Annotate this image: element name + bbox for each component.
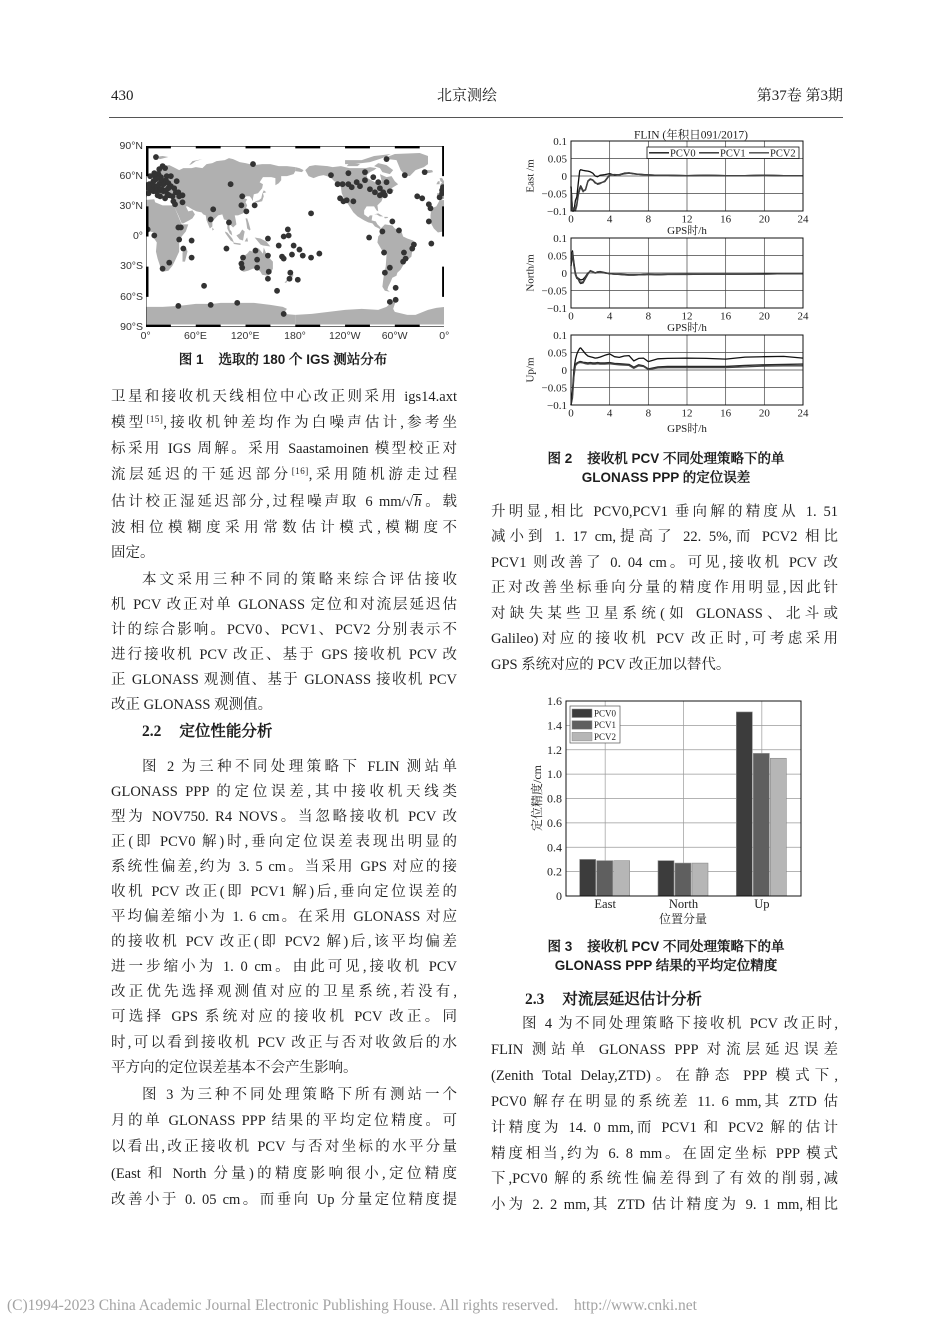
- figure-3-caption-text: 接收机 PCV 不同处理策略下的单: [587, 939, 785, 954]
- y-tick-label: 0.2: [547, 864, 562, 879]
- figure-1-caption-text: 选取的 180 个 IGS 测站分布: [218, 352, 388, 367]
- text-line: 标采用 IGS 周解。采用 Saastamoinen 模型校正对: [111, 441, 457, 458]
- station-marker: [168, 173, 174, 179]
- station-marker: [153, 154, 159, 160]
- fig3-plot-area: [547, 694, 801, 911]
- station-marker: [179, 199, 185, 205]
- lat-label-90s: 90°S: [120, 320, 143, 333]
- station-marker: [296, 246, 302, 252]
- y-tick-label: −0.1: [547, 205, 567, 218]
- legend-label-pcv0: PCV0: [670, 148, 696, 160]
- station-marker: [266, 268, 272, 274]
- station-marker: [372, 189, 378, 195]
- station-marker: [285, 226, 291, 232]
- text-line: 系统性偏差,约为 3. 5 cm。当采用 GPS 对应的接: [111, 858, 457, 875]
- x-tick-label: 12: [681, 407, 693, 420]
- station-marker: [157, 193, 163, 199]
- text-line: 平均偏差缩小为 1. 6 cm。在采用 GLONASS 对应: [111, 909, 457, 926]
- header-rule: [109, 117, 843, 118]
- x-tick-label: 0: [568, 310, 574, 323]
- station-marker: [295, 277, 301, 283]
- station-marker: [421, 169, 427, 175]
- paragraph-figure-2-discussion: [111, 755, 457, 1081]
- station-marker: [165, 185, 171, 191]
- text-line: 机 PCV 改正对单 GLONASS 定位和对流层延迟估: [111, 596, 457, 613]
- station-marker: [179, 192, 185, 198]
- x-tick-label: 24: [797, 407, 809, 420]
- text-line: 正 GLONASS 观测值、基于 GLONASS 接收机 PCV: [111, 671, 457, 688]
- station-marker: [428, 240, 434, 246]
- fig2-subplot-east: [542, 136, 809, 226]
- fig2-north-xlabel: GPS时/h: [667, 322, 707, 334]
- y-tick-label: 1.0: [547, 767, 562, 782]
- legend-label-pcv2: PCV2: [770, 148, 796, 160]
- fig2-subplots: [542, 136, 809, 420]
- sqrt-radicand: h: [414, 493, 422, 510]
- station-marker: [226, 219, 232, 225]
- station-marker: [290, 242, 296, 248]
- text-line: PCV1 则改善了 0. 04 cm。可见,接收机 PCV 改: [491, 554, 838, 571]
- station-marker: [370, 174, 376, 180]
- bar-east-pcv1: [597, 861, 613, 896]
- station-marker: [357, 183, 363, 189]
- station-marker: [265, 235, 271, 241]
- section-title: 定位性能分析: [179, 723, 273, 740]
- x-category-label: East: [594, 897, 616, 911]
- station-marker: [411, 241, 417, 247]
- lon-label-120e: 120°E: [230, 330, 260, 342]
- station-marker: [289, 251, 295, 257]
- station-marker: [334, 181, 340, 187]
- copyright-text: (C)1994-2023 China Academic Journal Electronic Publishing House. All rights reserved.: [7, 1297, 559, 1314]
- paragraph-figure-3-discussion: [111, 1082, 457, 1213]
- station-marker: [252, 247, 258, 253]
- station-marker: [166, 259, 172, 265]
- station-marker: [344, 197, 350, 203]
- text-line: (Zenith Total Delay,ZTD)。在静态 PPP 模式下,: [491, 1067, 838, 1084]
- y-tick-label: 0.8: [547, 791, 562, 806]
- station-marker: [175, 303, 181, 309]
- paragraph-tropospheric-delay: [491, 1012, 838, 1219]
- lon-label-0: 0°: [140, 330, 151, 342]
- x-tick-label: 24: [797, 310, 809, 323]
- x-tick-label: 16: [720, 310, 732, 323]
- station-marker: [151, 232, 157, 238]
- station-marker: [345, 170, 351, 176]
- copyright-footer: [7, 1296, 697, 1316]
- bar-up-pcv0: [736, 712, 752, 896]
- y-tick-label: 0.4: [547, 840, 562, 855]
- station-marker: [207, 216, 213, 222]
- text-line: 精度相当,约为 6. 8 mm。在固定坐标 PPP 模式: [491, 1145, 838, 1162]
- y-tick-label: 0.05: [547, 153, 567, 166]
- citation-ref-15[interactable]: [15]: [146, 413, 164, 424]
- text-line: 改正优先选择观测值对应的卫星系统,若没有,: [111, 984, 457, 1001]
- text-line: Galileo)对应的接收机 PCV 改正时,可考虑采用: [491, 631, 838, 647]
- fig2-title: FLIN (年积日091/2017): [633, 129, 749, 142]
- bar-north-pcv0: [658, 861, 674, 896]
- station-marker: [243, 208, 249, 214]
- station-marker: [250, 161, 256, 167]
- fig2-legend: [647, 147, 799, 160]
- station-marker: [328, 172, 334, 178]
- paragraph-antenna-model: [111, 385, 457, 567]
- text-line: 减小到 1. 17 cm,提高了 22. 5%,而 PCV2 相比: [491, 529, 838, 545]
- station-marker: [188, 237, 194, 243]
- x-tick-label: 0: [568, 213, 574, 226]
- legend-swatch-pcv1: [572, 721, 592, 730]
- station-marker: [366, 234, 372, 240]
- lat-label-90n: 90°N: [119, 139, 143, 152]
- station-marker: [286, 276, 292, 282]
- station-marker: [308, 254, 314, 260]
- station-marker: [387, 188, 393, 194]
- station-marker: [227, 181, 233, 187]
- text-line: 图 2 为三种不同处理策略下 FLIN 测站单: [142, 758, 457, 775]
- figure-3-label: 图 3: [547, 939, 573, 954]
- station-marker: [280, 311, 286, 317]
- legend-label-pcv2: PCV2: [594, 731, 617, 742]
- legend-label-pcv1: PCV1: [720, 148, 746, 160]
- y-tick-label: 1.2: [547, 742, 562, 757]
- x-tick-label: 4: [606, 213, 613, 226]
- section-heading-2-3: [525, 987, 702, 1013]
- y-tick-label: 0.1: [553, 329, 567, 342]
- paragraph-strategies: [111, 568, 457, 718]
- x-tick-label: 4: [606, 310, 613, 323]
- text-segment: ,接收机钟差均作为白噪声估计,参考坐: [163, 414, 458, 431]
- station-marker: [387, 264, 393, 270]
- y-tick-label: 0: [561, 170, 567, 183]
- text-line: 计精度为 14. 0 mm,而 PCV1 和 PCV2 解的估计: [491, 1119, 838, 1136]
- station-marker: [350, 198, 356, 204]
- lon-label-60w: 60°W: [381, 330, 408, 342]
- text-line: 下,PCV0 解的系统性偏差得到了有效的削弱,减: [491, 1171, 838, 1188]
- station-marker: [280, 255, 286, 261]
- station-marker: [234, 300, 240, 306]
- x-tick-label: 20: [758, 310, 770, 323]
- station-marker: [367, 186, 373, 192]
- bar-east-pcv2: [614, 861, 630, 896]
- x-tick-label: 16: [720, 213, 732, 226]
- figure-3-caption: [516, 937, 816, 975]
- x-tick-label: 8: [645, 310, 652, 323]
- y-tick-label: 0.05: [547, 347, 567, 360]
- text-line: 图 4 为不同处理策略下接收机 PCV 改正时,: [522, 1016, 838, 1032]
- station-marker: [159, 265, 165, 271]
- station-marker: [383, 156, 389, 162]
- station-marker: [156, 166, 162, 172]
- station-marker: [251, 202, 257, 208]
- x-tick-label: 20: [758, 213, 770, 226]
- text-line: 改正 GLONASS 观测值。: [111, 696, 273, 713]
- station-marker: [339, 181, 345, 187]
- station-marker: [201, 283, 207, 289]
- figure-3-caption-line-1: [516, 937, 816, 956]
- text-line: 进一步缩小为 1. 0 cm。由此可见,接收机 PCV: [111, 959, 457, 976]
- text-line: 型为 NOV750. R4 NOVS。当忽略接收机 PCV 改: [111, 808, 457, 825]
- station-marker: [210, 206, 216, 212]
- y-tick-label: 0: [561, 364, 567, 377]
- issue-info: 第37卷 第3期: [756, 88, 843, 104]
- station-marker: [173, 178, 179, 184]
- bar-up-pcv1: [753, 753, 769, 896]
- lat-label-30s: 30°S: [120, 260, 143, 273]
- text-line: [111, 411, 457, 438]
- figure-3-accuracy-bar-chart: [520, 690, 820, 930]
- x-tick-label: 8: [645, 407, 652, 420]
- station-marker: [362, 177, 368, 183]
- fig3-ylabel: 定位精度/cm: [529, 765, 544, 831]
- lon-label-0-east-edge: 0°: [439, 330, 450, 342]
- y-tick-label: −0.1: [547, 399, 567, 412]
- bar-east-pcv0: [580, 859, 596, 896]
- station-marker: [396, 227, 402, 233]
- station-marker: [392, 297, 398, 303]
- text-line: 升明显,相比 PCV0,PCV1 垂向解的精度从 1. 51: [491, 503, 838, 520]
- legend-label-pcv1: PCV1: [594, 720, 617, 731]
- fig2-east-xlabel: GPS时/h: [667, 225, 707, 237]
- station-marker: [285, 232, 291, 238]
- station-marker: [265, 252, 271, 258]
- station-marker: [162, 165, 168, 171]
- section-heading-2-2: [142, 719, 272, 745]
- cnki-url[interactable]: http://www.cnki.net: [573, 1297, 697, 1314]
- fig2-up-ylabel: Up/m: [524, 357, 537, 383]
- fig3-legend: [570, 706, 620, 743]
- text-line: 计的综合影响。PCV0、PCV1、PCV2 分别表示不: [111, 621, 457, 638]
- citation-ref-16[interactable]: [16]: [291, 466, 309, 477]
- station-marker: [401, 249, 407, 255]
- text-line: 平方向的定位误差基本不会产生影响。: [111, 1059, 358, 1076]
- station-marker: [188, 254, 194, 260]
- y-tick-label: 1.6: [547, 694, 562, 708]
- x-tick-label: 4: [606, 407, 613, 420]
- station-marker: [176, 236, 182, 242]
- text-segment: 。载: [422, 493, 457, 510]
- x-tick-label: 0: [568, 407, 574, 420]
- text-line: 收机 PCV 改正(即 PCV1 解)后,垂向定位误差的: [111, 883, 457, 900]
- bar-up-pcv2: [770, 758, 786, 896]
- fig2-subplot-north: [542, 233, 809, 323]
- bar-north-pcv1: [675, 863, 691, 896]
- text-line: 本文采用三种不同的策略来综合评估接收: [142, 571, 457, 588]
- station-marker: [280, 233, 286, 239]
- text-line: 正(即 PCV0 解)时,垂向定位误差表现出明显的: [111, 833, 457, 850]
- lon-label-180: 180°: [284, 330, 306, 342]
- figure-2-caption-text: 接收机 PCV 不同处理策略下的单: [587, 450, 785, 466]
- station-marker: [402, 172, 408, 178]
- lat-label-60s: 60°S: [120, 290, 143, 303]
- y-tick-label: 0.1: [553, 135, 567, 148]
- text-line: (East 和 North 分量)的精度影响很小,定位精度: [111, 1165, 457, 1182]
- station-marker: [275, 242, 281, 248]
- station-marker: [436, 194, 442, 200]
- y-tick-label: −0.05: [541, 285, 567, 298]
- station-marker: [392, 285, 398, 291]
- station-marker: [383, 179, 389, 185]
- lat-label-60n: 60°N: [119, 169, 143, 182]
- bar-north-pcv2: [692, 863, 708, 896]
- x-tick-label: 24: [797, 213, 809, 226]
- station-marker: [300, 252, 306, 258]
- station-marker: [316, 250, 322, 256]
- text-line: [111, 463, 457, 490]
- figure-2-caption-line-2: GLONASS PPP 的定位误差: [581, 469, 751, 485]
- text-line: 可选择 GPS 系统对应的接收机 PCV 改正。同: [111, 1009, 457, 1026]
- text-line: 月的单 GLONASS PPP 结果的平均定位精度。可: [111, 1113, 457, 1130]
- station-marker: [180, 245, 186, 251]
- fig2-east-ylabel: East /m: [524, 159, 537, 193]
- station-marker: [426, 218, 432, 224]
- station-marker: [175, 224, 181, 230]
- fig3-xlabel: 位置分量: [658, 912, 708, 926]
- figure-1-label: 图 1: [178, 352, 204, 367]
- x-category-label: Up: [754, 897, 770, 911]
- text-line: 时,可以看到接收机 PCV 改正与否对收敛后的水: [111, 1034, 457, 1051]
- station-marker: [382, 192, 388, 198]
- world-map: [146, 146, 445, 327]
- station-marker: [308, 210, 314, 216]
- figure-2-position-error-plot: [515, 122, 820, 437]
- lon-label-120w: 120°W: [328, 330, 361, 342]
- station-marker: [414, 193, 420, 199]
- text-line: 进行接收机 PCV 改正、基于 GPS 接收机 PCV 改: [111, 646, 457, 663]
- station-marker: [348, 184, 354, 190]
- station-marker: [254, 256, 260, 262]
- text-line: 改善小于 0. 05 cm。而垂向 Up 分量定位精度提: [111, 1191, 457, 1208]
- page-number: 430: [111, 88, 134, 104]
- station-marker: [400, 258, 406, 264]
- text-line: 对缺失某些卫星系统(如 GLONASS、北斗或: [491, 605, 838, 622]
- station-marker: [389, 218, 395, 224]
- text-segment: 估计校正湿延迟部分,过程噪声取 6 mm/: [111, 493, 406, 510]
- station-marker: [207, 302, 213, 308]
- y-tick-label: 0.6: [547, 815, 562, 830]
- figure-2-label: 图 2: [547, 450, 573, 466]
- y-tick-label: 0: [561, 267, 567, 280]
- station-marker: [379, 228, 385, 234]
- text-segment: 流层延迟的干延迟部分: [111, 467, 292, 484]
- text-line: 图 3 为三种不同处理策略下所有测站一个: [142, 1087, 457, 1103]
- lat-label-0: 0°: [132, 230, 143, 243]
- text-segment: 模型: [111, 414, 147, 431]
- station-marker: [238, 202, 244, 208]
- station-marker: [265, 276, 271, 282]
- x-tick-label: 16: [720, 407, 732, 420]
- legend-swatch-pcv2: [572, 732, 592, 741]
- text-line: FLIN 测站单 GLONASS PPP 对流层延迟误差: [491, 1041, 838, 1058]
- text-line: [111, 490, 457, 516]
- text-line: 固定。: [111, 545, 155, 562]
- station-marker: [419, 195, 425, 201]
- y-tick-label: 1.4: [547, 718, 562, 733]
- section-number: 2.3: [525, 991, 545, 1008]
- station-marker: [172, 201, 178, 207]
- text-line: GLONASS PPP 的定位误差,其中接收机天线类: [111, 783, 457, 800]
- fig2-up-xlabel: GPS时/h: [667, 423, 707, 435]
- y-tick-label: 0: [556, 889, 562, 903]
- station-marker: [239, 264, 245, 270]
- text-line: PCV0 解存在明显的系统差 11. 6 mm,其 ZTD 估: [491, 1093, 838, 1110]
- lat-label-30n: 30°N: [119, 200, 143, 212]
- station-marker: [375, 179, 381, 185]
- station-marker: [387, 299, 393, 305]
- text-line: 小为 2. 2 mm,其 ZTD 估计精度为 9. 1 mm,相比: [491, 1197, 838, 1214]
- station-marker: [254, 264, 260, 270]
- y-tick-label: −0.1: [547, 302, 567, 315]
- x-tick-label: 8: [645, 213, 652, 226]
- y-tick-label: −0.05: [541, 188, 567, 201]
- text-line: 正对改善坐标垂向分量的精度作用明显,因此针: [491, 580, 838, 596]
- x-tick-label: 12: [681, 310, 693, 323]
- station-marker: [287, 269, 293, 275]
- station-marker: [337, 195, 343, 201]
- station-marker: [427, 205, 433, 211]
- section-number: 2.2: [142, 723, 162, 740]
- station-marker: [362, 169, 368, 175]
- figure-3-caption-line-2: GLONASS PPP 结果的平均定位精度: [554, 958, 778, 973]
- text-line: 卫星和接收机天线相位中心改正则采用 igs14.axt: [111, 389, 457, 405]
- station-marker: [274, 288, 280, 294]
- x-tick-label: 12: [681, 213, 693, 226]
- station-marker: [223, 245, 229, 251]
- legend-swatch-pcv0: [572, 709, 592, 718]
- section-title: 对流层延迟估计分析: [562, 991, 702, 1008]
- lon-label-60e: 60°E: [184, 330, 207, 342]
- text-line: 以看出,改正接收机 PCV 与否对坐标的水平分量: [111, 1139, 457, 1156]
- text-line: GPS 系统对应的 PCV 改正加以替代。: [491, 656, 731, 673]
- legend-label-pcv0: PCV0: [594, 708, 617, 719]
- station-marker: [381, 249, 387, 255]
- figure-2-caption-line-1: [516, 449, 816, 468]
- text-line: 波相位模糊度采用常数估计模式,模糊度不: [111, 519, 457, 536]
- journal-title: 北京测绘: [436, 88, 497, 104]
- text-segment: ,采用随机游走过程: [308, 467, 458, 484]
- y-tick-label: −0.05: [541, 382, 567, 395]
- sqrt-symbol: √: [405, 494, 414, 510]
- x-category-label: North: [668, 897, 699, 911]
- figure-2-caption: [516, 449, 816, 487]
- y-tick-label: 0.1: [553, 232, 567, 245]
- fig2-north-ylabel: North/m: [524, 254, 537, 292]
- fig2-subplot-up: [542, 330, 809, 420]
- x-tick-label: 20: [758, 407, 770, 420]
- figure-1-caption: [133, 350, 433, 369]
- y-tick-label: 0.05: [547, 250, 567, 263]
- station-marker: [240, 254, 246, 260]
- text-line: 的接收机 PCV 改正(即 PCV2 解)后,该平均偏差: [111, 934, 457, 951]
- station-marker: [239, 193, 245, 199]
- paragraph-figure-3-discussion-continued: [491, 500, 838, 679]
- station-marker: [382, 269, 388, 275]
